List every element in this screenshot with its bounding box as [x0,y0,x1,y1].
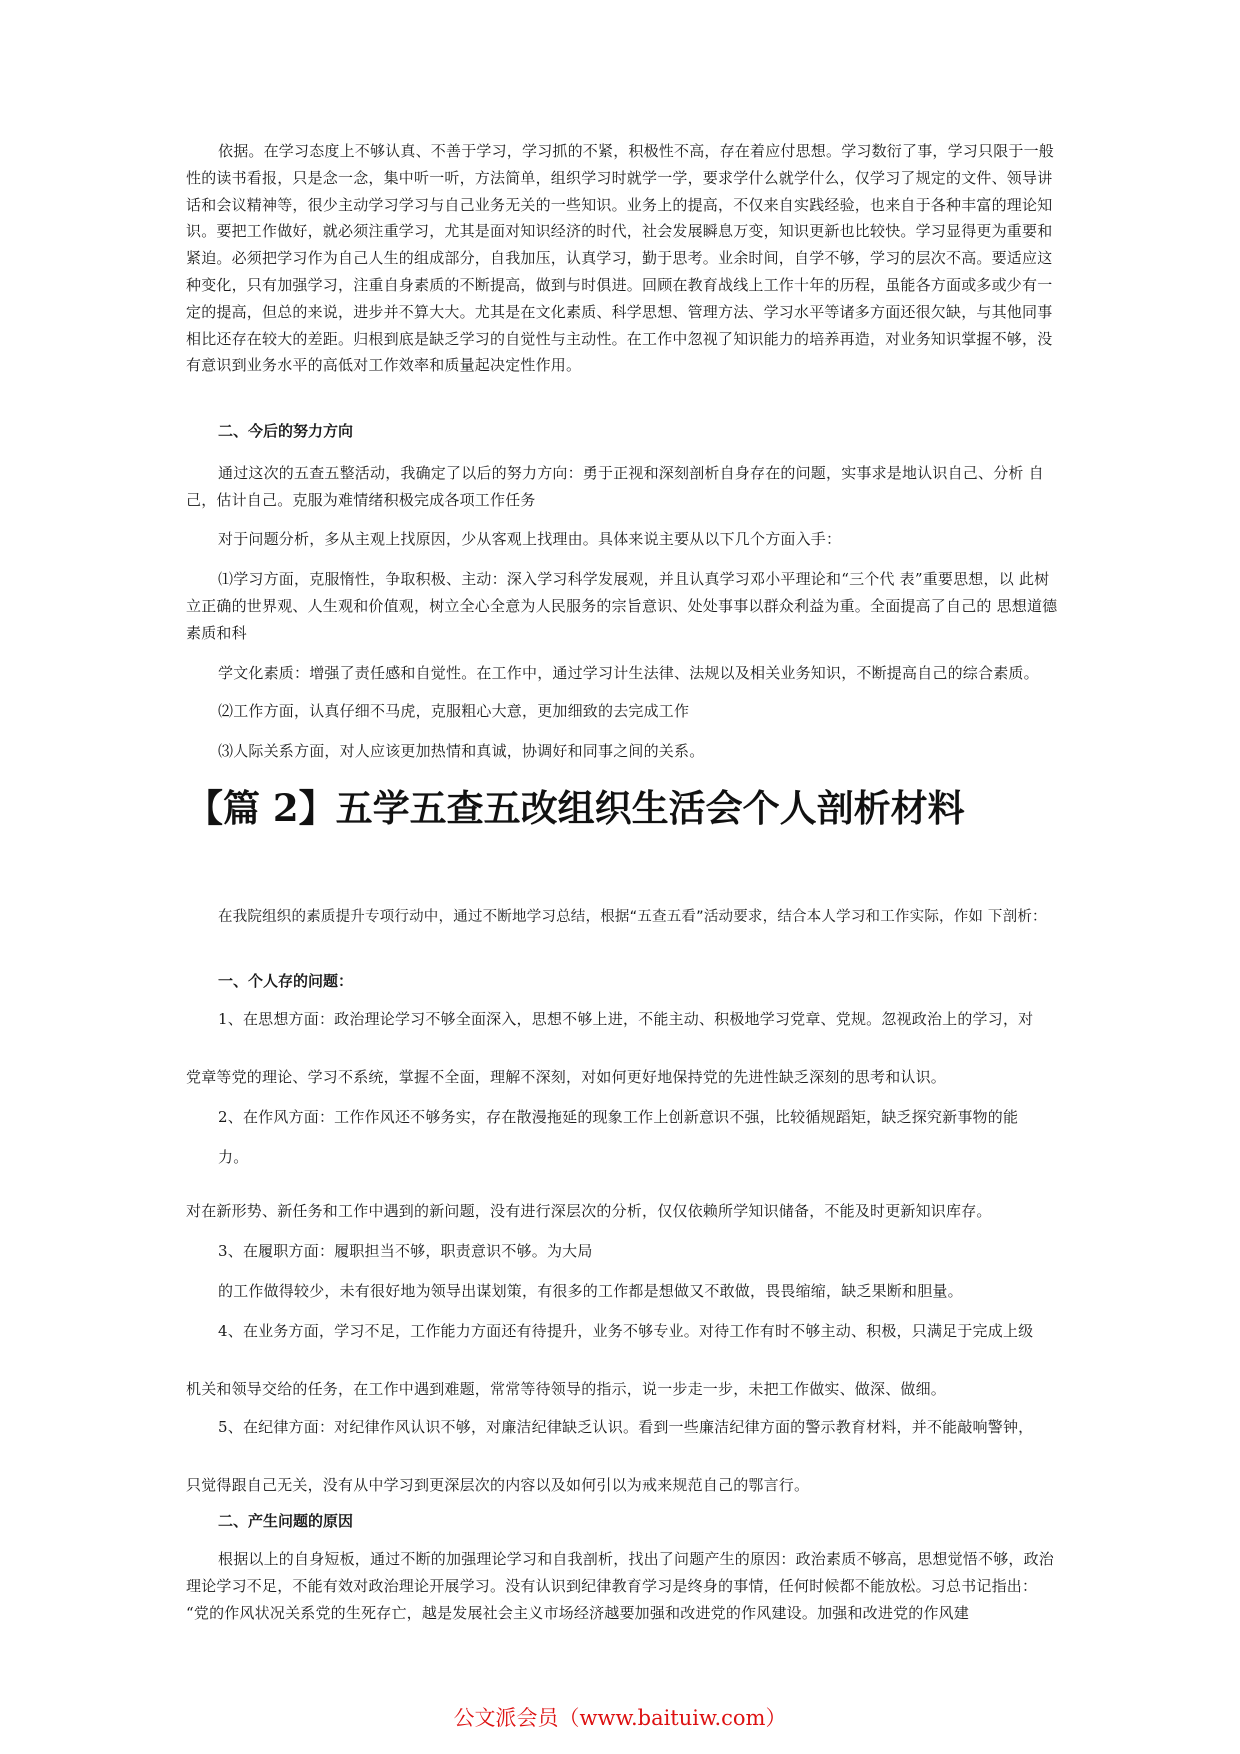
item-thought-line2: 党章等党的理论、学习不系统，掌握不全面，理解不深刻，对如何更好地保持党的先进性缺乏深刻的思考和认识。 [186,1068,947,1086]
item-duty-line2: 的工作做得较少，未有很好地为领导出谋划策，有很多的工作都是想做又不敢做，畏畏缩缩，缺乏果断和胆量。 [218,1282,963,1300]
paragraph-causes: 根据以上的自身短板，通过不断的加强理论学习和自我剖析，找出了问题产生的原因：政治素质不够高，思想觉悟不够，政治理论学习不足，不能有效对政治理论开展学习。没有认识到纪律教育学习是终身的事情，任何时候都不能放松。习总书记指出： “党的作风状况关系党的生死存亡，越是发展社会主义市场经济越要加强和改进党的作风建设。加强和改进党的作风建 [186,1550,1055,1622]
item-business-line1: 4、在业务方面，学习不足，工作能力方面还有待提升，业务不够专业。对待工作有时不够主动、积极，只满足于完成上级 [218,1322,1034,1340]
item-style-line2: 力。 [218,1148,249,1166]
paragraph-future-direction: 通过这次的五查五整活动，我确定了以后的努力方向：勇于正视和深刻剖析自身存在的问题，实事求是地认识自己、分析 自己，估计自己。克服为难情绪积极完成各项工作任务 [186,464,1044,509]
item-duty-line1: 3、在履职方面：履职担当不够，职责意识不够。为大局 [218,1242,593,1260]
section-heading-causes: 二、产生问题的原因 [218,1512,354,1530]
paragraph-learning-attitude: 依据。在学习态度上不够认真、不善于学习，学习抓的不紧，积极性不高，存在着应付思想。学习数衍了事，学习只限于一般性的读书看报，只是念一念，集中听一听，方法简单，组织学习时就学一学，要求学什么就学什么，仅学习了规定的文件、领导讲话和会议精神等，很少主动学习学习与自己业务无关的一些知识。业务上的提高，不仅来自实践经验，也来自于各种丰富的理论知识。要把工作做好，就必须注重学习，尤其是面对知识经济的时代，社会发展瞬息万变，知识更新也比较快。学习显得更为重要和紧迫。必须把学习作为自己人生的组成部分，自我加压，认真学习，勤于思考。业余时间，自学不够，学习的层次不高。要适应这种变化，只有加强学习，注重自身素质的不断提高，做到与时俱进。回顾在教育战线上工作十年的历程，虽能各方面或多或少有一定的提高，但总的来说，进步并不算大大。尤其是在文化素质、科学思想、管理方法、学习水平等诸多方面还很欠缺，与其他同事相比还存在较大的差距。归根到底是缺乏学习的自觉性与主动性。在工作中忽视了知识能力的培养再造，对业务知识掌握不够，没有意识到业务水平的高低对工作效率和质量起决定性作用。 [186,142,1055,375]
section-heading-future-direction: 二、今后的努力方向 [218,422,354,440]
section-heading-personal-problems: 一、个人存的问题： [218,972,354,990]
article-title: 【篇 2】五学五查五改组织生活会个人剖析材料 [186,786,965,830]
paragraph-work-aspect: ⑵工作方面，认真仔细不马虎，克服粗心大意，更加细致的去完成工作 [218,702,690,720]
footer-watermark-link[interactable]: 公文派会员（www.baituiw.com） [453,1706,787,1730]
item-thought-line1: 1、在思想方面：政治理论学习不够全面深入，思想不够上进，不能主动、积极地学习党章、党规。忽视政治上的学习，对 [218,1010,1034,1028]
item-style-line1: 2、在作风方面：工作作风还不够务实，存在散漫拖延的现象工作上创新意识不强，比较循规蹈矩，缺乏探究新事物的能 [218,1108,1019,1126]
item-discipline-line1: 5、在纪律方面：对纪律作风认识不够，对廉洁纪律缺乏认识。看到一些廉洁纪律方面的警示教育材料，并不能敲响警钟， [218,1418,1034,1436]
paragraph-relationship-aspect: ⑶人际关系方面，对人应该更加热情和真诚，协调好和同事之间的关系。 [218,742,705,760]
item-discipline-line2: 只觉得跟自己无关，没有从中学习到更深层次的内容以及如何引以为戒来规范自己的鄂言行。 [186,1476,810,1494]
paragraph-cultural-quality: 学文化素质：增强了责任感和自觉性。在工作中，通过学习计生法律、法规以及相关业务知识，不断提高自己的综合素质。 [218,664,1039,682]
paragraph-intro: 在我院组织的素质提升专项行动中，通过不断地学习总结，根据“五查五看”活动要求，结合本人学习和工作实际，作如 下剖析： [218,909,1047,925]
item-business-line2: 机关和领导交给的任务，在工作中遇到难题，常常等待领导的指示，说一步走一步，未把工作做实、做深、做细。 [186,1380,947,1398]
item-style-line3: 对在新形势、新任务和工作中遇到的新问题，没有进行深层次的分析，仅仅依赖所学知识储备，不能及时更新知识库存。 [186,1202,992,1220]
paragraph-problem-analysis: 对于问题分析，多从主观上找原因，少从客观上找理由。具体来说主要从以下几个方面入手： [218,530,842,548]
paragraph-study-aspect: ⑴学习方面，克服惰性，争取积极、主动：深入学习科学发展观，并且认真学习邓小平理论和“三个代 表”重要思想，以 此树立正确的世界观、人生观和价值观，树立全心全意为人民服务的宗旨意识、处处事事以群众利益为重。全面提高了自己的 思想道德素质和科 [186,570,1058,642]
